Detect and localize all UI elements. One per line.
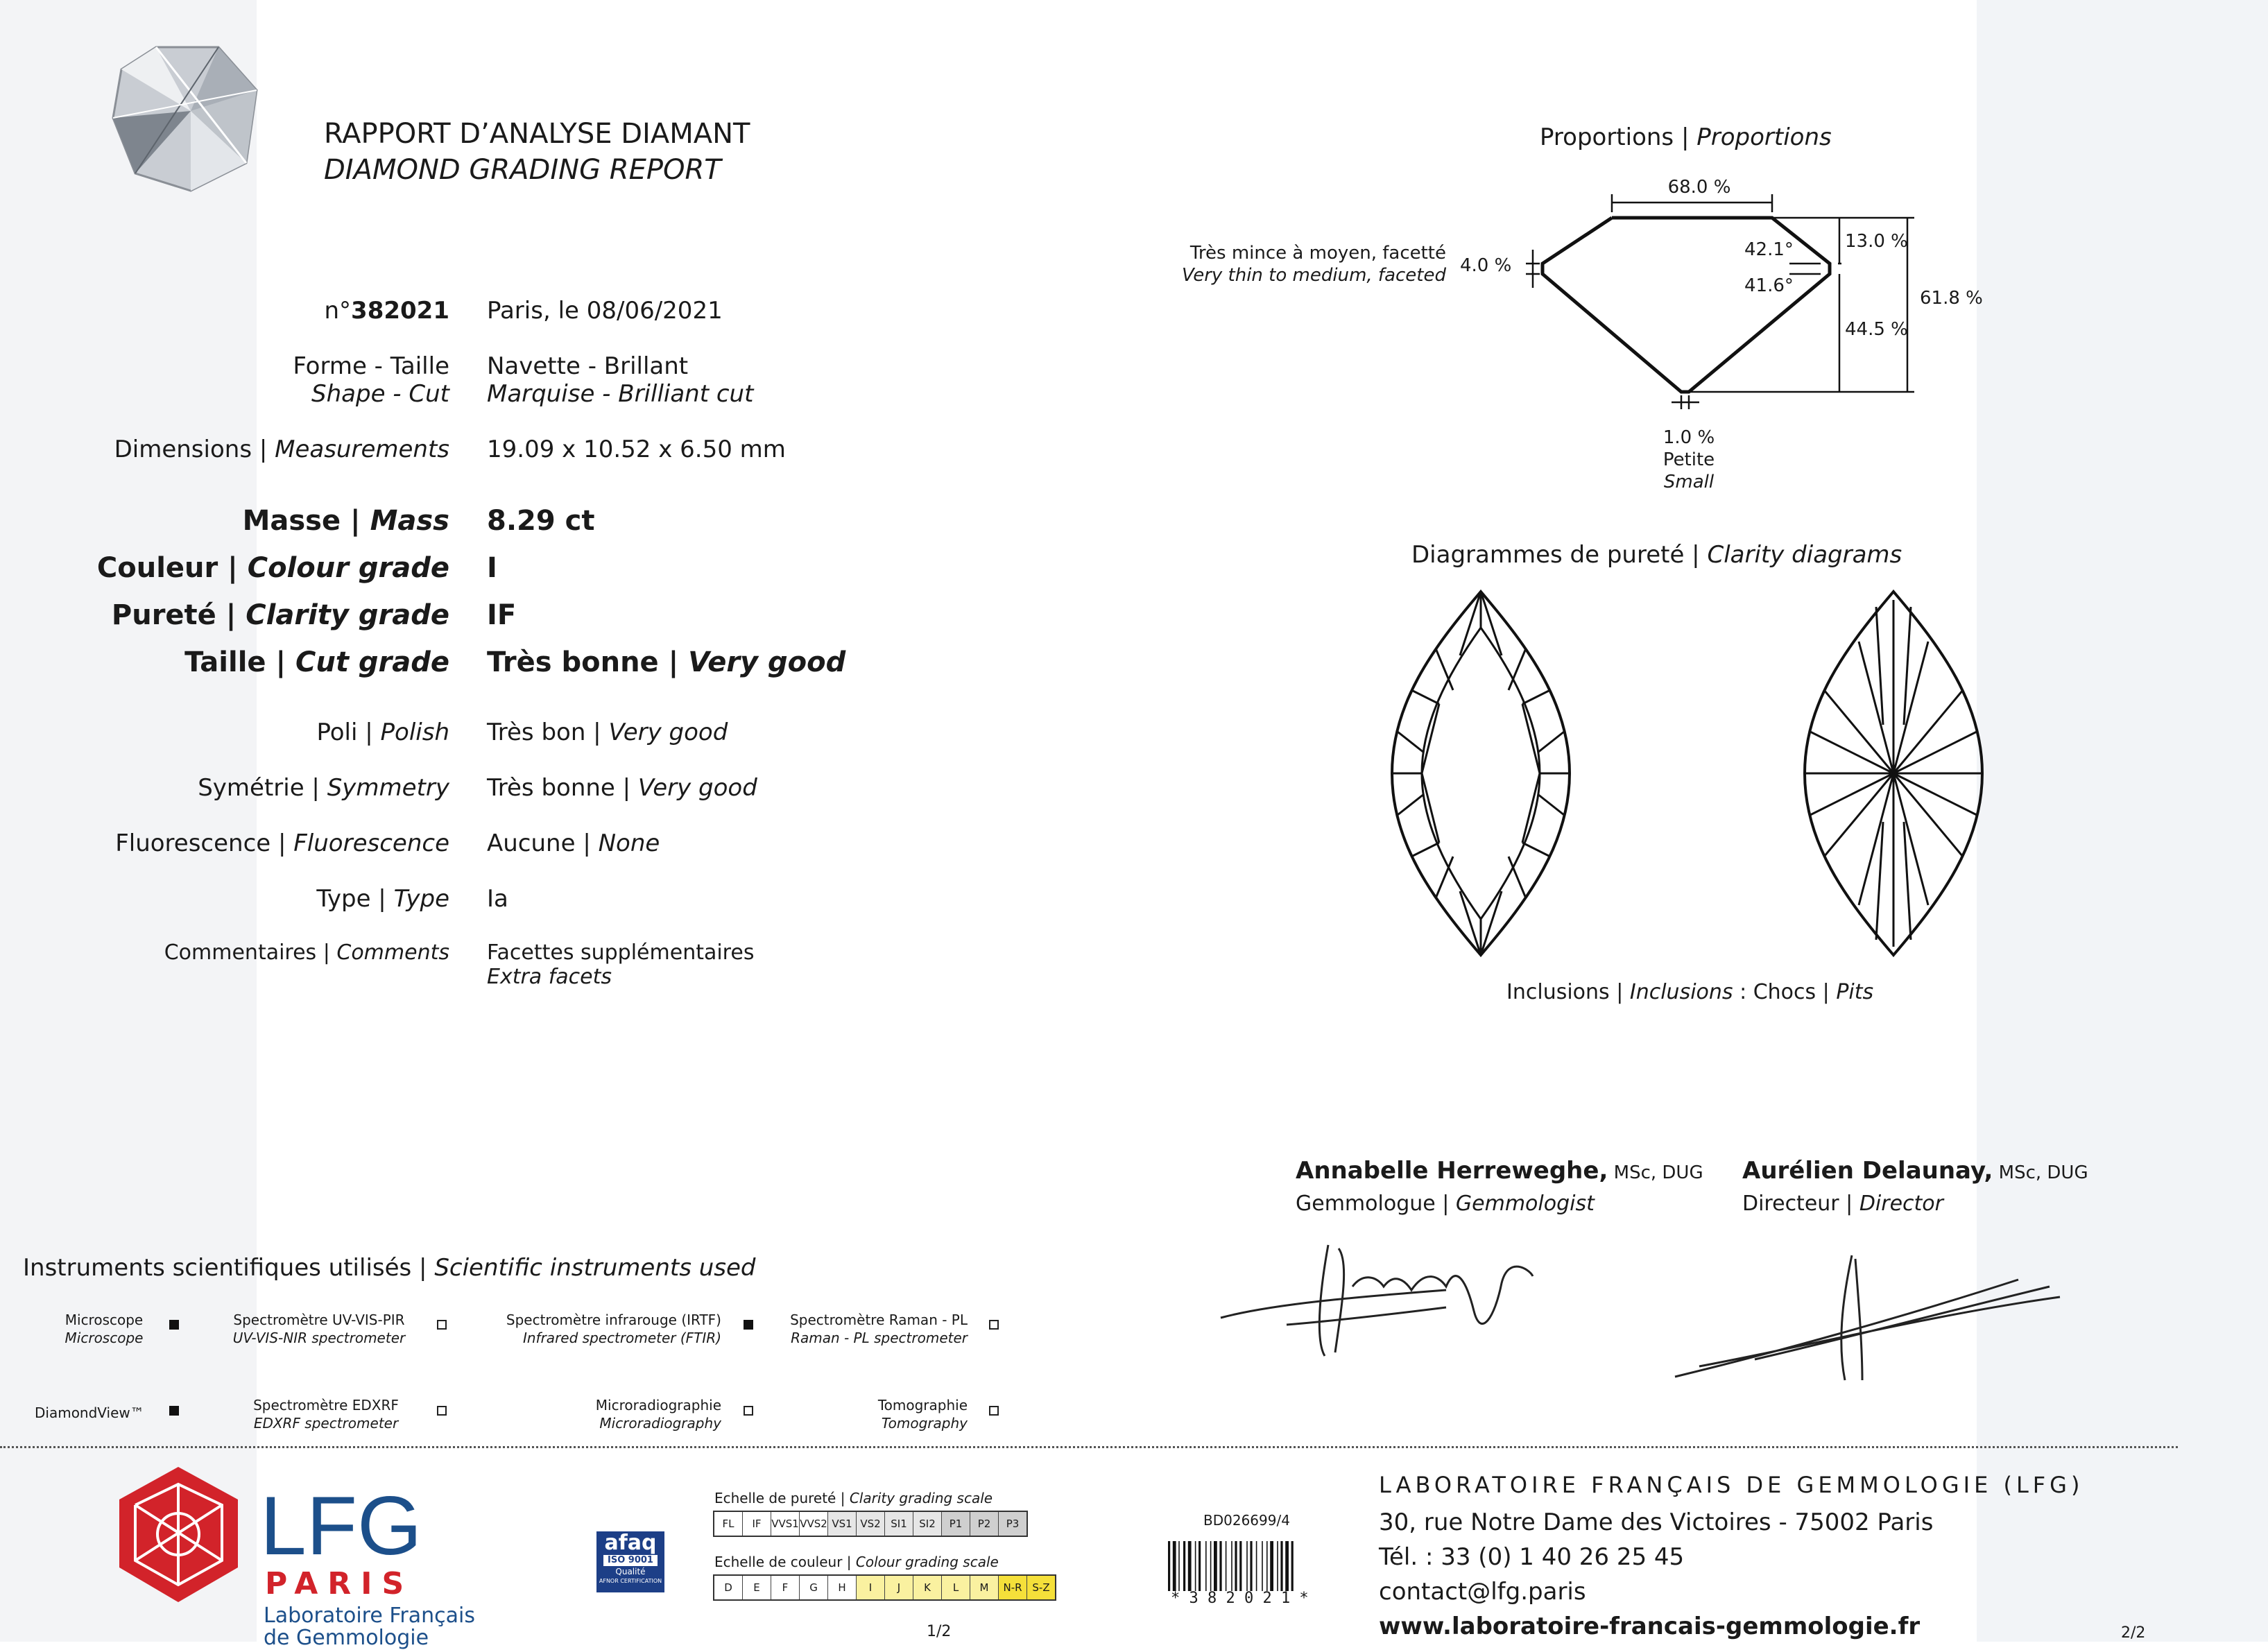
barcode-bar bbox=[1199, 1541, 1201, 1591]
colour-scale-cell: I bbox=[857, 1576, 885, 1599]
colour-scale-cell: J bbox=[885, 1576, 913, 1599]
type-label: Type | Type bbox=[316, 885, 449, 913]
colour-scale-title: Echelle de couleur | Colour grading scale bbox=[714, 1554, 999, 1570]
girdle-desc-en: Very thin to medium, faceted bbox=[1181, 265, 1446, 286]
barcode-bar bbox=[1270, 1541, 1273, 1591]
instrument-raman-checkbox bbox=[989, 1320, 999, 1330]
polish-value: Très bon | Very good bbox=[487, 719, 728, 746]
instrument-diamondview-checkbox bbox=[169, 1406, 179, 1416]
colour-scale-cell: M bbox=[970, 1576, 999, 1599]
afaq-certification-badge: afaq ISO 9001 Qualité AFNOR CERTIFICATION bbox=[596, 1531, 664, 1592]
instrument-ftir-checkbox bbox=[744, 1320, 753, 1330]
barcode-number: * 3 8 2 0 2 1 * bbox=[1171, 1590, 1309, 1607]
colour-scale-cell: N-R bbox=[999, 1576, 1027, 1599]
mass-label: Masse | Mass bbox=[242, 505, 449, 537]
culet-en: Small bbox=[1663, 472, 1715, 492]
instrument-microradiography: Microradiographie Microradiography bbox=[595, 1397, 721, 1432]
proportions-diagram bbox=[1512, 187, 1928, 416]
signatory-1-name: Annabelle Herreweghe, MSc, DUG bbox=[1296, 1157, 1703, 1185]
signatory-2-role: Directeur | Director bbox=[1742, 1192, 1943, 1216]
clarity-scale-title: Echelle de pureté | Clarity grading scale bbox=[714, 1490, 993, 1506]
barcode-bar bbox=[1266, 1541, 1268, 1591]
clarity-scale-cell: FL bbox=[714, 1512, 743, 1536]
barcode-bar bbox=[1210, 1541, 1212, 1591]
clarity-scale bbox=[713, 1511, 1028, 1537]
clarity-diagram-bottom-view bbox=[1796, 586, 1991, 961]
shape-value-fr: Navette - Brillant bbox=[487, 352, 689, 380]
crown-height: 13.0 % bbox=[1845, 231, 1908, 252]
culet-fr: Petite bbox=[1663, 449, 1715, 470]
crown-angle: 42.1° bbox=[1744, 239, 1794, 260]
inclusions-text: Inclusions | Inclusions : Chocs | Pits bbox=[1506, 980, 1874, 1004]
report-number: n°382021 bbox=[324, 297, 449, 325]
signatory-1-role: Gemmologue | Gemmologist bbox=[1296, 1192, 1595, 1216]
clarity-value: IF bbox=[487, 599, 517, 631]
type-value: Ia bbox=[487, 885, 508, 913]
instrument-ftir: Spectromètre infrarouge (IRTF) Infrared spectrometer (FTIR) bbox=[506, 1312, 721, 1346]
polish-label: Poli | Polish bbox=[316, 719, 449, 746]
lfg-logo-sub: Laboratoire Français de Gemmologie bbox=[264, 1604, 475, 1650]
barcode-icon bbox=[1167, 1541, 1326, 1591]
comments-value-en: Extra facets bbox=[487, 965, 612, 989]
left-margin bbox=[0, 0, 257, 1642]
barcode-bar bbox=[1178, 1541, 1180, 1591]
lab-email[interactable]: contact@lfg.paris bbox=[1379, 1578, 1586, 1606]
lab-name: LABORATOIRE FRANÇAIS DE GEMMOLOGIE (LFG) bbox=[1379, 1472, 2084, 1498]
lab-website[interactable]: www.laboratoire-francais-gemmologie.fr bbox=[1379, 1613, 1921, 1640]
colour-label: Couleur | Colour grade bbox=[96, 552, 449, 584]
barcode-bar bbox=[1231, 1541, 1232, 1591]
colour-scale-cell: E bbox=[743, 1576, 771, 1599]
barcode-bar bbox=[1291, 1541, 1294, 1591]
clarity-scale-cell: VS1 bbox=[828, 1512, 857, 1536]
clarity-scale-cell: VS2 bbox=[857, 1512, 885, 1536]
diamond-photo-icon bbox=[108, 42, 264, 194]
pavilion-angle: 41.6° bbox=[1744, 275, 1794, 296]
dimensions-label: Dimensions | Measurements bbox=[114, 436, 449, 463]
proportions-title: Proportions | Proportions bbox=[1540, 123, 1832, 151]
colour-scale-cell: S-Z bbox=[1027, 1576, 1055, 1599]
instrument-microscope: Microscope Microscope bbox=[65, 1312, 144, 1346]
barcode-bar bbox=[1173, 1541, 1176, 1591]
report-date: Paris, le 08/06/2021 bbox=[487, 297, 723, 325]
barcode-bar bbox=[1280, 1541, 1282, 1591]
colour-scale-cell: L bbox=[942, 1576, 970, 1599]
shape-value-en: Marquise - Brilliant cut bbox=[487, 380, 754, 408]
instrument-tomography-checkbox bbox=[989, 1406, 999, 1416]
total-depth: 61.8 % bbox=[1920, 288, 1983, 309]
signature-2-handwritten bbox=[1672, 1248, 2067, 1387]
barcode-bar bbox=[1205, 1541, 1207, 1591]
colour-scale-cell: D bbox=[714, 1576, 743, 1599]
clarity-scale-cell: P2 bbox=[970, 1512, 999, 1536]
barcode-bar bbox=[1219, 1541, 1221, 1591]
fluorescence-label: Fluorescence | Fluorescence bbox=[115, 830, 449, 857]
cut-value: Très bonne | Very good bbox=[487, 646, 846, 678]
clarity-scale-cell: P1 bbox=[942, 1512, 970, 1536]
instrument-edxrf: Spectromètre EDXRF EDXRF spectrometer bbox=[253, 1397, 399, 1432]
culet-pct: 1.0 % bbox=[1663, 427, 1715, 448]
report-title-en: DIAMOND GRADING REPORT bbox=[324, 154, 721, 186]
barcode-bar bbox=[1262, 1541, 1263, 1591]
comments-label: Commentaires | Comments bbox=[164, 940, 449, 965]
barcode-bar bbox=[1226, 1541, 1227, 1591]
girdle-desc-fr: Très mince à moyen, facetté bbox=[1189, 243, 1446, 264]
instrument-uv-vis-nir: Spectromètre UV-VIS-PIR UV-VIS-NIR spectrometer bbox=[232, 1312, 406, 1346]
barcode-bar bbox=[1250, 1541, 1252, 1591]
colour-scale-cell: K bbox=[913, 1576, 942, 1599]
report-title-fr: RAPPORT D’ANALYSE DIAMANT bbox=[324, 118, 750, 150]
lab-address: 30, rue Notre Dame des Victoires - 75002 Paris bbox=[1379, 1509, 1934, 1536]
clarity-scale-cell: SI1 bbox=[885, 1512, 913, 1536]
instrument-diamondview: DiamondView™ bbox=[35, 1404, 144, 1421]
girdle-pct: 4.0 % bbox=[1460, 255, 1512, 276]
right-margin bbox=[1977, 0, 2268, 1642]
cut-label: Taille | Cut grade bbox=[184, 646, 449, 678]
barcode-bar bbox=[1235, 1541, 1237, 1591]
clarity-scale-cell: P3 bbox=[999, 1512, 1026, 1536]
colour-scale-cell: H bbox=[828, 1576, 857, 1599]
lfg-logo-text: LFG bbox=[260, 1479, 422, 1572]
lfg-logo-icon bbox=[114, 1463, 243, 1606]
clarity-label: Pureté | Clarity grade bbox=[111, 599, 449, 631]
symmetry-value: Très bonne | Very good bbox=[487, 774, 757, 802]
barcode-bar bbox=[1277, 1541, 1278, 1591]
instrument-raman: Spectromètre Raman - PL Raman - PL spectrometer bbox=[790, 1312, 968, 1346]
shape-label-fr: Forme - Taille bbox=[293, 352, 449, 380]
lfg-logo-city: PARIS bbox=[265, 1566, 414, 1601]
lab-phone: Tél. : 33 (0) 1 40 26 25 45 bbox=[1379, 1543, 1685, 1571]
comments-value-fr: Facettes supplémentaires bbox=[487, 940, 755, 965]
shape-label-en: Shape - Cut bbox=[311, 380, 449, 408]
signatory-2-name: Aurélien Delaunay, MSc, DUG bbox=[1742, 1157, 2088, 1185]
barcode-bar bbox=[1183, 1541, 1185, 1591]
dimensions-value: 19.09 x 10.52 x 6.50 mm bbox=[487, 436, 786, 463]
page-number-left: 1/2 bbox=[927, 1623, 952, 1640]
instrument-tomography: Tomographie Tomography bbox=[877, 1397, 968, 1432]
barcode-reference: BD026699/4 bbox=[1203, 1512, 1290, 1529]
barcode-bar bbox=[1195, 1541, 1196, 1591]
fluorescence-value: Aucune | None bbox=[487, 830, 660, 857]
instrument-edxrf-checkbox bbox=[437, 1406, 447, 1416]
table-pct: 68.0 % bbox=[1667, 177, 1731, 198]
barcode-bar bbox=[1285, 1541, 1289, 1591]
barcode-bar bbox=[1256, 1541, 1257, 1591]
symmetry-label: Symétrie | Symmetry bbox=[198, 774, 449, 802]
colour-scale-cell: F bbox=[771, 1576, 800, 1599]
barcode-bar bbox=[1239, 1541, 1242, 1591]
page-number-right: 2/2 bbox=[2121, 1624, 2146, 1642]
barcode-bar bbox=[1168, 1541, 1170, 1591]
barcode-bar bbox=[1246, 1541, 1248, 1591]
clarity-scale-cell: VVS2 bbox=[800, 1512, 828, 1536]
clarity-scale-cell: SI2 bbox=[913, 1512, 942, 1536]
mass-value: 8.29 ct bbox=[487, 505, 595, 537]
clarity-scale-cell: IF bbox=[743, 1512, 771, 1536]
colour-value: I bbox=[487, 552, 497, 584]
instruments-title: Instruments scientifiques utilisés | Scientific instruments used bbox=[23, 1254, 756, 1282]
instrument-microradiography-checkbox bbox=[744, 1406, 753, 1416]
clarity-diagram-top-view bbox=[1384, 586, 1578, 961]
pavilion-depth: 44.5 % bbox=[1845, 319, 1908, 340]
instrument-microscope-checkbox bbox=[169, 1320, 179, 1330]
instrument-uv-vis-nir-checkbox bbox=[437, 1320, 447, 1330]
barcode-bar bbox=[1188, 1541, 1192, 1591]
clarity-scale-cell: VVS1 bbox=[771, 1512, 800, 1536]
colour-scale bbox=[713, 1574, 1056, 1601]
colour-scale-cell: G bbox=[800, 1576, 828, 1599]
barcode-bar bbox=[1214, 1541, 1217, 1591]
clarity-diagrams-title: Diagrammes de pureté | Clarity diagrams bbox=[1411, 541, 1902, 569]
signature-1-handwritten bbox=[1217, 1235, 1578, 1366]
footer-separator bbox=[0, 1446, 2178, 1448]
